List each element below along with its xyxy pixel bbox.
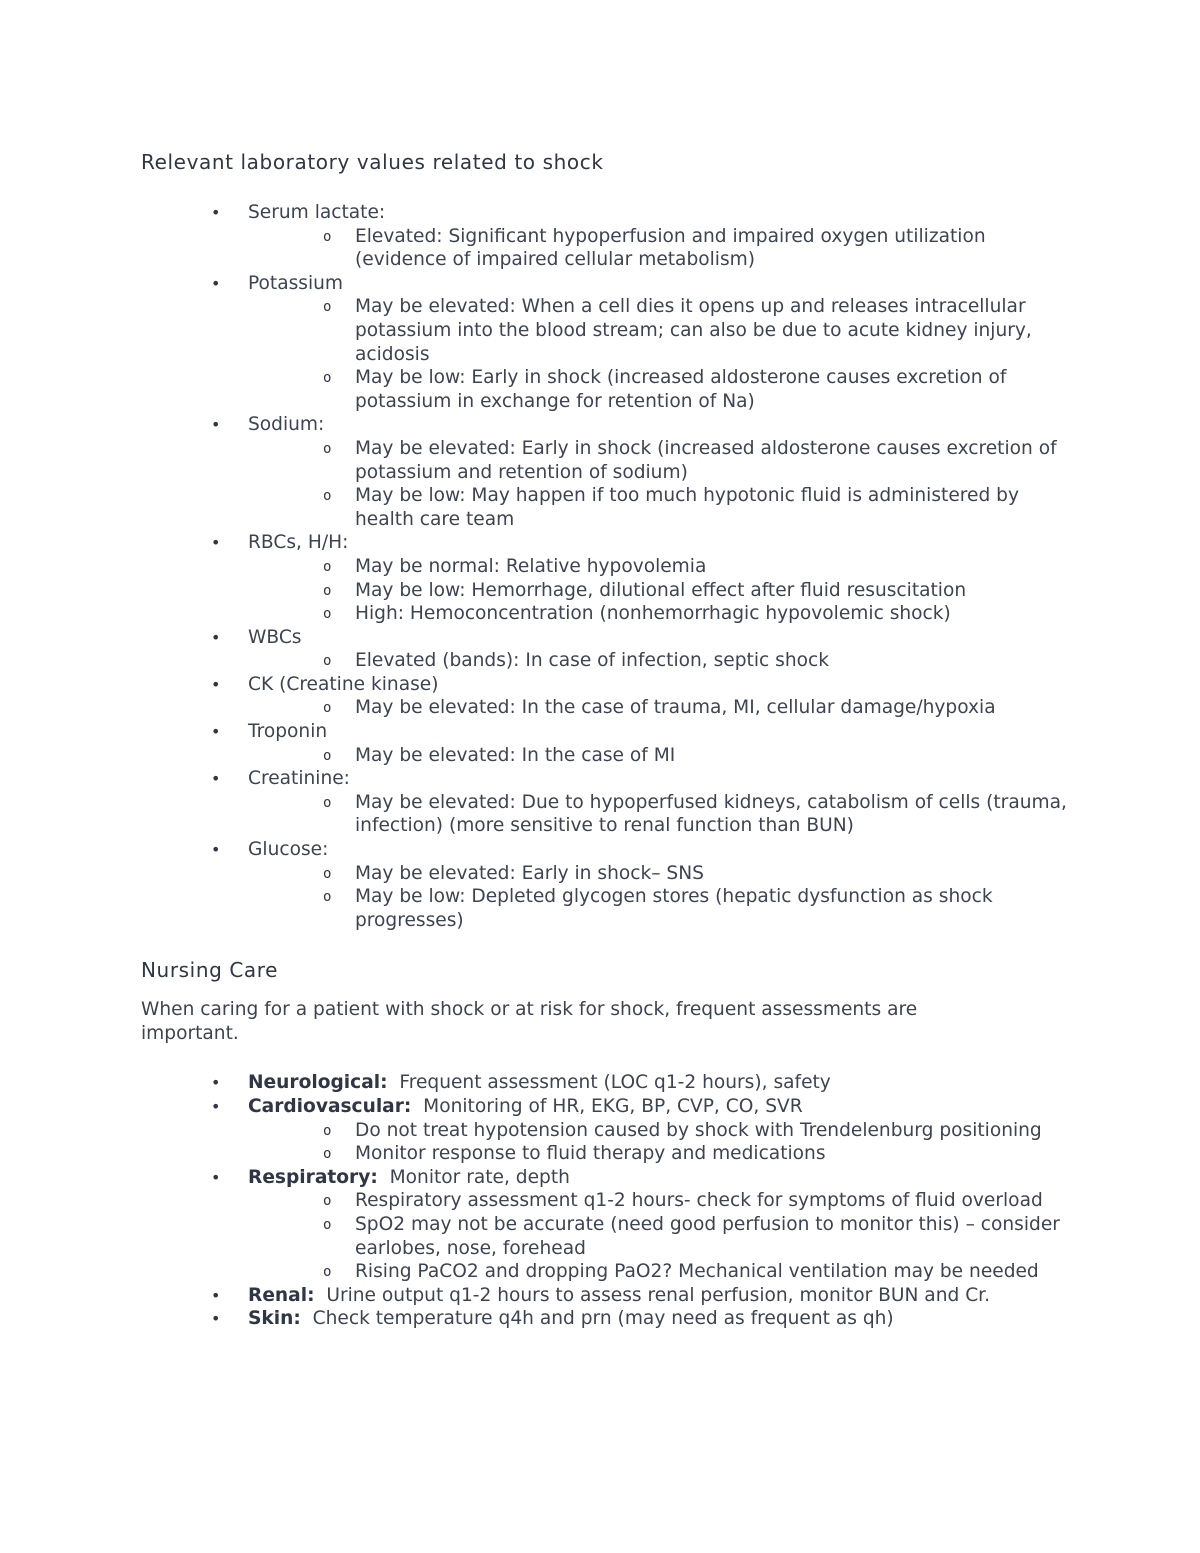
sub-item-text: Elevated: Significant hypoperfusion and impaired oxygen utilization (evidence of impaired cellular metabolism) bbox=[355, 225, 986, 271]
circle-bullet-icon: o bbox=[323, 228, 332, 245]
list-item bbox=[141, 626, 1071, 673]
nursing-care-heading: Nursing Care bbox=[141, 958, 279, 983]
sub-list bbox=[248, 295, 1071, 413]
list-item bbox=[141, 531, 1071, 625]
sub-item-text: May be low: Early in shock (increased aldosterone causes excretion of potassium in exchange for retention of Na) bbox=[355, 367, 1007, 412]
circle-bullet-icon: o bbox=[323, 370, 332, 387]
sub-list bbox=[248, 649, 1071, 673]
sub-list bbox=[248, 696, 1071, 720]
circle-bullet-icon: o bbox=[323, 1193, 332, 1210]
sub-item-text: Rising PaCO2 and dropping PaO2? Mechanical ventilation may be needed bbox=[355, 1261, 1039, 1283]
list-item bbox=[141, 1284, 1071, 1308]
list-item bbox=[141, 767, 1071, 838]
circle-bullet-icon: o bbox=[323, 488, 332, 505]
list-item bbox=[141, 1071, 1071, 1095]
list-item bbox=[141, 1095, 1071, 1166]
lab-label: Troponin bbox=[248, 721, 328, 743]
list-item bbox=[141, 413, 1071, 531]
sub-list bbox=[248, 862, 1071, 933]
circle-bullet-icon: o bbox=[323, 865, 332, 882]
list-item bbox=[141, 1307, 1071, 1331]
sub-list bbox=[248, 437, 1071, 531]
bullet-icon: • bbox=[211, 1167, 221, 1187]
circle-bullet-icon: o bbox=[323, 653, 332, 670]
circle-bullet-icon: o bbox=[323, 582, 332, 599]
sub-item-text: May be normal: Relative hypovolemia bbox=[355, 555, 707, 577]
sub-item-text: May be low: May happen if too much hypotonic fluid is administered by health care team bbox=[355, 485, 1019, 530]
sub-item-text: High: Hemoconcentration (nonhemorrhagic hypovolemic shock) bbox=[355, 603, 951, 625]
bullet-icon: • bbox=[211, 840, 221, 860]
bullet-icon: • bbox=[211, 1073, 221, 1093]
bullet-icon: • bbox=[211, 1285, 221, 1305]
nursing-care-list bbox=[141, 1071, 1071, 1331]
lab-label: WBCs bbox=[248, 626, 302, 648]
sub-item-text: May be low: Hemorrhage, dilutional effect after fluid resuscitation bbox=[355, 579, 967, 601]
sub-list bbox=[248, 1189, 1071, 1283]
sub-list-item bbox=[323, 744, 1071, 768]
nursing-text: Monitor rate, depth bbox=[377, 1166, 570, 1188]
circle-bullet-icon: o bbox=[323, 1122, 332, 1139]
sub-list-item bbox=[323, 1213, 1071, 1260]
sub-item-text: May be elevated: In the case of trauma, MI, cellular damage/hypoxia bbox=[355, 697, 996, 719]
bullet-icon: • bbox=[211, 415, 221, 435]
bullet-icon: • bbox=[211, 533, 221, 553]
sub-item-text: May be elevated: Early in shock (increased aldosterone causes excretion of potassium and retention of sodium) bbox=[355, 437, 1057, 483]
nursing-label: Skin: bbox=[248, 1308, 301, 1330]
list-item bbox=[141, 673, 1071, 720]
circle-bullet-icon: o bbox=[323, 1146, 332, 1163]
sub-item-text: May be elevated: In the case of MI bbox=[355, 744, 676, 766]
sub-list bbox=[248, 225, 1071, 272]
lab-values-list bbox=[141, 201, 1071, 932]
sub-list-item bbox=[323, 295, 1071, 366]
bullet-icon: • bbox=[211, 674, 221, 694]
bullet-icon: • bbox=[211, 769, 221, 789]
sub-item-text: May be elevated: Early in shock– SNS bbox=[355, 862, 704, 884]
nursing-label: Respiratory: bbox=[248, 1166, 378, 1188]
lab-label: Potassium bbox=[248, 272, 344, 294]
sub-item-text: May be elevated: Due to hypoperfused kidneys, catabolism of cells (trauma, infection) (more sensitive to renal function than BUN) bbox=[355, 791, 1067, 837]
sub-list-item bbox=[323, 1119, 1071, 1143]
sub-list-item bbox=[323, 437, 1071, 484]
sub-item-text: Do not treat hypotension caused by shock with Trendelenburg positioning bbox=[355, 1119, 1042, 1141]
circle-bullet-icon: o bbox=[323, 1216, 332, 1233]
sub-list-item bbox=[323, 1142, 1071, 1166]
lab-label: Glucose: bbox=[248, 839, 329, 861]
sub-list-item bbox=[323, 555, 1071, 579]
bullet-icon: • bbox=[211, 203, 221, 222]
list-item bbox=[141, 1166, 1071, 1284]
sub-item-text: Respiratory assessment q1-2 hours- check for symptoms of fluid overload bbox=[355, 1190, 1043, 1212]
nursing-text: Urine output q1-2 hours to assess renal perfusion, monitor BUN and Cr. bbox=[314, 1284, 991, 1306]
nursing-care-intro: When caring for a patient with shock or at risk for shock, frequent assessments are important. bbox=[141, 999, 918, 1045]
nursing-label: Cardiovascular: bbox=[248, 1096, 412, 1117]
circle-bullet-icon: o bbox=[323, 889, 332, 906]
sub-list-item bbox=[323, 885, 1071, 932]
sub-item-text: Elevated (bands): In case of infection, septic shock bbox=[355, 650, 829, 672]
circle-bullet-icon: o bbox=[323, 440, 332, 457]
list-item bbox=[141, 720, 1071, 767]
bullet-icon: • bbox=[211, 1309, 221, 1329]
circle-bullet-icon: o bbox=[323, 794, 332, 811]
nursing-text: Check temperature q4h and prn (may need as frequent as qh) bbox=[300, 1308, 894, 1330]
circle-bullet-icon: o bbox=[323, 700, 332, 717]
nursing-label: Renal: bbox=[248, 1284, 315, 1306]
sub-list-item bbox=[323, 366, 1071, 413]
circle-bullet-icon: o bbox=[323, 558, 332, 575]
document-page bbox=[141, 148, 1071, 1331]
sub-list-item bbox=[323, 1260, 1071, 1284]
bullet-icon: • bbox=[211, 1097, 221, 1116]
sub-list-item bbox=[323, 484, 1071, 531]
list-item bbox=[141, 201, 1071, 272]
list-item bbox=[141, 272, 1071, 414]
sub-list-item bbox=[323, 791, 1071, 838]
bullet-icon: • bbox=[211, 722, 221, 742]
sub-list-item bbox=[323, 225, 1071, 272]
sub-list-item bbox=[323, 862, 1071, 886]
lab-values-heading: Relevant laboratory values related to shock bbox=[141, 150, 604, 174]
sub-list-item bbox=[323, 602, 1071, 626]
lab-label: Creatinine: bbox=[248, 768, 350, 790]
bullet-icon: • bbox=[211, 627, 221, 647]
nursing-text: Frequent assessment (LOC q1-2 hours), safety bbox=[387, 1072, 831, 1094]
circle-bullet-icon: o bbox=[323, 606, 332, 623]
lab-label: Serum lactate: bbox=[248, 202, 386, 223]
sub-list bbox=[248, 555, 1071, 626]
sub-item-text: Monitor response to fluid therapy and medications bbox=[355, 1143, 826, 1165]
circle-bullet-icon: o bbox=[323, 747, 332, 764]
sub-item-text: SpO2 may not be accurate (need good perfusion to monitor this) – consider earlobes, nose, forehead bbox=[355, 1213, 1060, 1259]
sub-list-item bbox=[323, 649, 1071, 673]
lab-label: CK (Creatine kinase) bbox=[248, 673, 439, 695]
sub-list-item bbox=[323, 696, 1071, 720]
list-item bbox=[141, 838, 1071, 932]
circle-bullet-icon: o bbox=[323, 1264, 332, 1281]
sub-list bbox=[248, 744, 1071, 768]
sub-list bbox=[248, 791, 1071, 838]
nursing-text: Monitoring of HR, EKG, BP, CVP, CO, SVR bbox=[411, 1096, 803, 1117]
lab-label: Sodium: bbox=[248, 414, 325, 436]
bullet-icon: • bbox=[211, 273, 221, 293]
sub-list bbox=[248, 1119, 1071, 1166]
sub-item-text: May be elevated: When a cell dies it opens up and releases intracellular potassium into the blood stream; can also be due to acute kidney injury, acidosis bbox=[355, 296, 1032, 365]
sub-list-item bbox=[323, 1189, 1071, 1213]
sub-list-item bbox=[323, 579, 1071, 603]
lab-label: RBCs, H/H: bbox=[248, 532, 349, 554]
sub-item-text: May be low: Depleted glycogen stores (hepatic dysfunction as shock progresses) bbox=[355, 886, 993, 931]
nursing-label: Neurological: bbox=[248, 1072, 388, 1094]
circle-bullet-icon: o bbox=[323, 299, 332, 316]
